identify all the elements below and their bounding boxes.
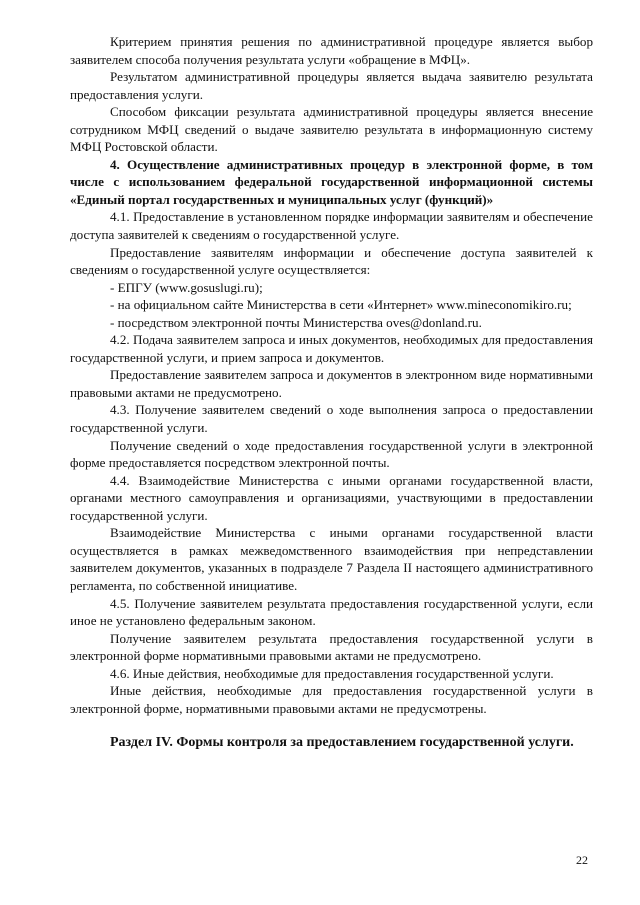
paragraph-interaction: Взаимодействие Министерства с иными органами государственной власти осуществляется в рамках межведомственного взаимодействия при непредставлении заявителем документов, указанных в подразделе 7 Раздела II настоящего административного регламента, по собственной инициативе.	[70, 525, 593, 593]
page-number: 22	[576, 853, 588, 867]
paragraph-result-electronic: Получение заявителем результата предоставления государственной услуги в электронной форме нормативными правовыми актами не предусмотрено.	[70, 630, 593, 664]
paragraph-4-1: 4.1. Предоставление в установленном порядке информации заявителям и обеспечение доступа заявителей к сведениям о государственной услуге.	[70, 209, 593, 243]
section-heading: Раздел IV. Формы контроля за предоставлением государственной услуги.	[110, 735, 574, 751]
paragraph-decision-criterion: Критерием принятия решения по административной процедуре является выбор заявителем способа получения результата услуги «обращение в МФЦ».	[70, 34, 593, 67]
paragraph-fixation: Способом фиксации результата административной процедуры является внесение сотрудником МФЦ сведений о выдаче заявителю результата в информационную систему МФЦ Ростовской области.	[70, 104, 593, 155]
subsection-heading-4: 4. Осуществление административных процедур в электронной форме, в том числе с использованием федеральной государственной информационной системы «Единый портал государственных и муниципальных услуг (функций)»	[70, 156, 593, 207]
paragraph-4-3: 4.3. Получение заявителем сведений о ходе выполнения запроса о предоставлении государственной услуги.	[70, 402, 593, 436]
list-item-epgu: - ЕПГУ (www.gosuslugi.ru);	[110, 279, 263, 295]
list-item-ministry-site: - на официальном сайте Министерства в сети «Интернет» www.mineconomikiro.ru;	[110, 297, 572, 313]
paragraph-info-access: Предоставление заявителям информации и обеспечение доступа заявителей к сведениям о государственной услуге осуществляется:	[70, 244, 593, 278]
paragraph-result: Результатом административной процедуры является выдача заявителю результата предоставления услуги.	[70, 69, 593, 102]
list-item-email: - посредством электронной почты Министерства oves@donland.ru.	[110, 314, 482, 330]
document-page	[70, 33, 593, 752]
paragraph-other-actions: Иные действия, необходимые для предоставления государственной услуги в электронной форме, нормативными правовыми актами не предусмотрены.	[70, 683, 593, 716]
paragraph-4-6: 4.6. Иные действия, необходимые для предоставления государственной услуги.	[110, 665, 554, 681]
paragraph-4-5: 4.5. Получение заявителем результата предоставления государственной услуги, если иное не установлено федеральным законом.	[70, 595, 593, 629]
paragraph-request-electronic: Предоставление заявителем запроса и документов в электронном виде нормативными правовыми актами не предусмотрено.	[70, 367, 593, 400]
paragraph-4-2: 4.2. Подача заявителем запроса и иных документов, необходимых для предоставления государственной услуги, и прием запроса и документов.	[70, 332, 593, 365]
paragraph-status-info: Получение сведений о ходе предоставления государственной услуги в электронной форме предоставляется посредством электронной почты.	[70, 437, 593, 471]
paragraph-4-4: 4.4. Взаимодействие Министерства с иными органами государственной власти, органами местного самоуправления и организациями, участвующими в предоставлении государственной услуги.	[70, 472, 593, 523]
